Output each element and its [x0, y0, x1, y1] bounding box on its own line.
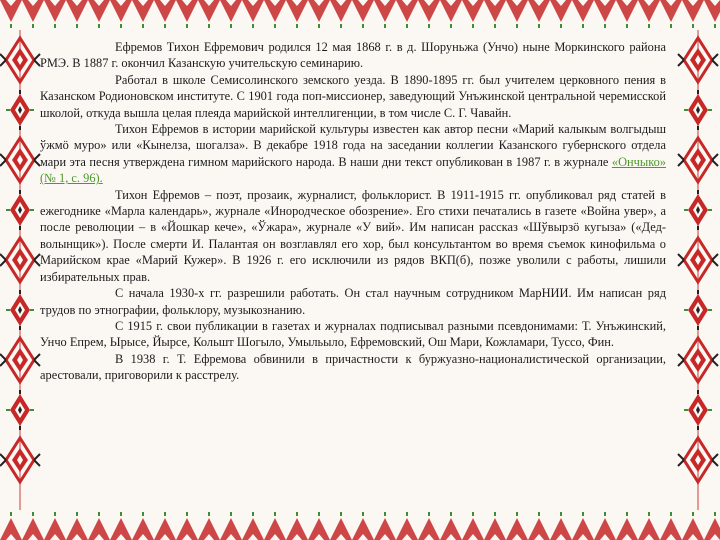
biography-text [40, 39, 666, 384]
bottom-ornament-band [0, 510, 720, 540]
paragraph-text: Работал в школе Семисолинского земского уезда. В 1890-1895 гг. был учителем церковного пения в Казанском Родионовском институте. С 1901 года поп-миссионер, заведующий Унъжинской центральной черемисской школой, откуда вышла целая плеяда марийской интеллигенции, в том числе С. Г. Чавайн. [40, 72, 666, 120]
top-ornament-band [0, 0, 720, 30]
paragraph-research [40, 285, 666, 318]
journal-link[interactable]: «Ончыко» (№ 1, с. 96). [40, 154, 666, 186]
paragraph-text: Ефремов Тихон Ефремович родился 12 мая 1868 г. в д. Шоруньжа (Унчо) ныне Моркинского района РМЭ. В 1887 г. окончил Казанскую учительскую семинарию. [40, 40, 666, 71]
paragraph-text: В 1938 г. Т. Ефремова обвинили в причастности к буржуазно-националистической организации, арестовали, приговорили к расстрелу. [40, 351, 666, 383]
paragraph-anthem [40, 121, 666, 187]
paragraph-text: С 1915 г. свои публикации в газетах и журналах подписывал разными псевдонимами: Т. Унъжинский, Унчо Епрем, Ырысе, Йырсе, Кольшт Шогыло, Умыльыло, Ефремовский, Ош Мари, Кожламари, Туссо, Фин. [40, 318, 666, 350]
paragraph-career [40, 187, 666, 285]
left-ornament-column [0, 30, 40, 510]
paragraph-work [40, 72, 666, 121]
paragraph-text: Тихон Ефремов в истории марийской культуры известен как автор песни «Марий калыкым волгыдыш ўжмӧ муро» или «Кынелза, шогалза». В декабре 1918 года на заседании коллегии Казанского губернского отдела мари эта песня утверждена гимном марийского народа. В наши дни текст опубликован в 1987 г. в журнале [40, 122, 666, 169]
paragraph-text: С начала 1930-х гг. разрешили работать. Он стал научным сотрудником МарНИИ. Им написан ряд трудов по этнографии, фольклору, музыкознанию. [40, 286, 666, 317]
paragraph-pseudonyms [40, 318, 666, 351]
right-ornament-column [678, 30, 718, 510]
paragraph-birth [40, 39, 666, 72]
paragraph-arrest [40, 351, 666, 384]
paragraph-text: Тихон Ефремов – поэт, прозаик, журналист, фольклорист. В 1911-1915 гг. опубликовал ряд статей в ежегоднике «Марла календарь», журнале «Инородческое обозрение». Его стихи печатались в газете «Война увер», а после революции – в «Йошкар кече», «Ўжара», журнале «У вий». Им написан рассказ «Шўвырзӧ кугыза» («Дед-волынщик»). После смерти И. Палантая он возглавлял его хор, был консультантом во время съемок кинофильма о Марийском крае «Марий Кужер». В 1926 г. его исключили из рядов ВКП(б), позже уволили с работы, лишили избирательных прав. [40, 187, 666, 284]
